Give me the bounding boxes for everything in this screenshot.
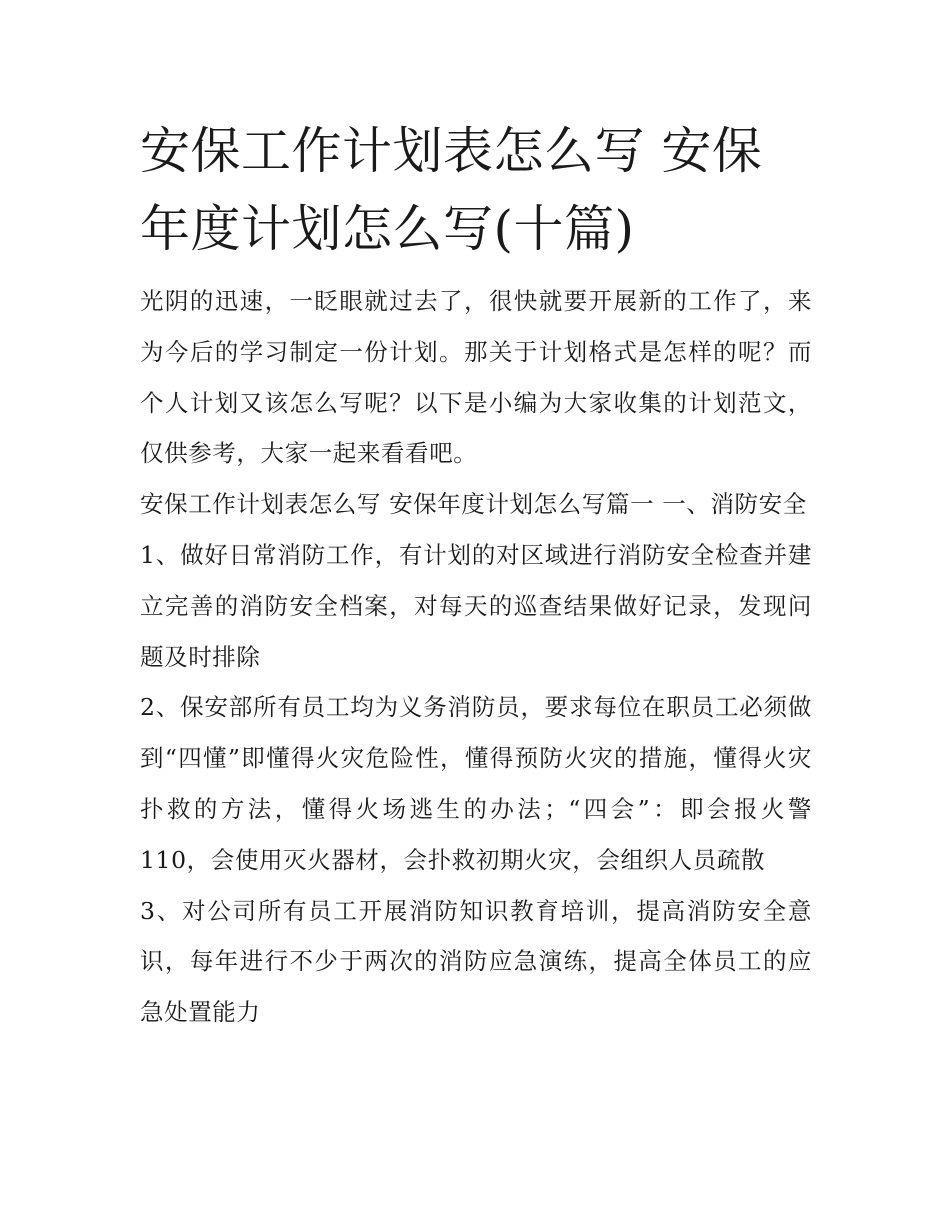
paragraph-item-3: 3、对公司所有员工开展消防知识教育培训，提高消防安全意识，每年进行不少于两次的消防应急演练，提高全体员工的应急处置能力 — [140, 896, 812, 1027]
paragraph-item-1: 1、做好日常消防工作，有计划的对区域进行消防安全检查并建立完善的消防安全档案，对每天的巡查结果做好记录，发现问题及时排除 — [140, 540, 812, 671]
paragraph-item-2: 2、保安部所有员工均为义务消防员，要求每位在职员工必须做到“四懂”即懂得火灾危险性，懂得预防火灾的措施，懂得火灾扑救的方法，懂得火场逃生的办法；“四会”：即会报火警110，会使用灭火器材，会扑救初期火灾，会组织人员疏散 — [140, 693, 812, 874]
paragraph-section-heading: 安保工作计划表怎么写 安保年度计划怎么写篇一 一、消防安全 — [140, 490, 807, 519]
document-title: 安保工作计划表怎么写 安保年度计划怎么写(十篇) — [140, 122, 763, 258]
document-page — [140, 112, 812, 1038]
paragraph-intro: 光阴的迅速，一眨眼就过去了，很快就要开展新的工作了，来为今后的学习制定一份计划。那关于计划格式是怎样的呢？而个人计划又该怎么写呢？以下是小编为大家收集的计划范文，仅供参考，大家一起来看看吧。 — [140, 287, 812, 468]
